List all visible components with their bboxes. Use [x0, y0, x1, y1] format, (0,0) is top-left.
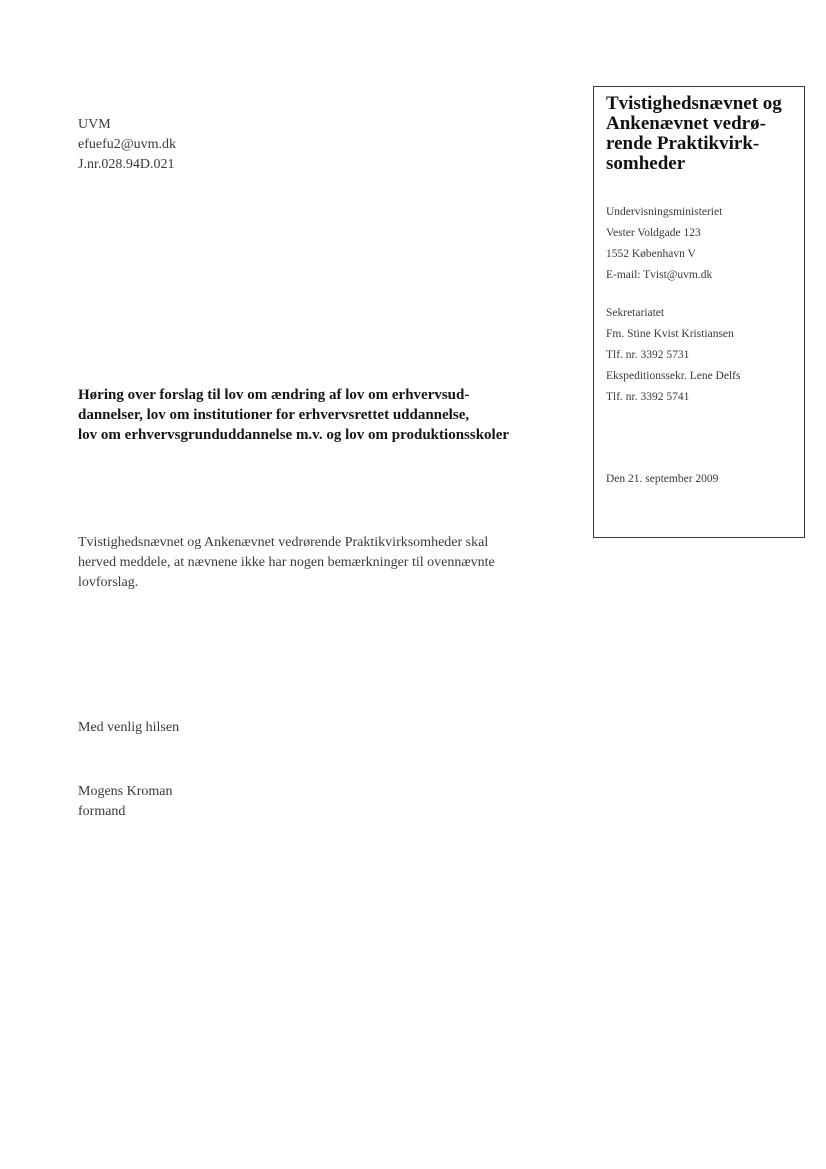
signer-title: formand: [78, 804, 126, 819]
recipient-block: [78, 115, 176, 175]
secretariat-heading: Sekretariatet: [606, 307, 665, 319]
secretariat-contacts: [606, 303, 740, 408]
contact-name: Ekspeditionssekr. Lene Delfs: [606, 370, 741, 382]
sender-title-line: Tvistighedsnævnet og: [606, 93, 782, 114]
sender-title-line: rende Praktikvirk-: [606, 133, 760, 154]
contact-phone: Tlf. nr. 3392 5731: [606, 349, 690, 361]
address-email: E-mail: Tvist@uvm.dk: [606, 269, 713, 281]
body-line: Tvistighedsnævnet og Ankenævnet vedrørende Praktikvirksomheder skal: [78, 535, 489, 550]
contact-phone: Tlf. nr. 3392 5741: [606, 391, 690, 403]
letter-date: Den 21. september 2009: [606, 473, 719, 485]
sender-title-line: Ankenævnet vedrø-: [606, 113, 766, 134]
body-line: herved meddele, at nævnene ikke har nogen bemærkninger til ovennævnte: [78, 555, 495, 570]
sender-title: [606, 94, 802, 174]
subject-line: dannelser, lov om institutioner for erhvervsrettet uddannelse,: [78, 407, 470, 423]
subject-heading: [78, 385, 509, 445]
body-paragraph: [78, 533, 495, 593]
contact-name: Fm. Stine Kvist Kristiansen: [606, 328, 734, 340]
address-line: Undervisningsministeriet: [606, 206, 723, 218]
recipient-email: efuefu2@uvm.dk: [78, 137, 177, 152]
subject-line: Høring over forslag til lov om ændring af lov om erhvervsud-: [78, 387, 470, 403]
address-line: Vester Voldgade 123: [606, 227, 701, 239]
subject-line: lov om erhvervsgrunduddannelse m.v. og lov om produktionsskoler: [78, 427, 510, 443]
journal-number: J.nr.028.94D.021: [78, 157, 175, 172]
sender-title-line: somheder: [606, 153, 686, 174]
sender-address: [606, 202, 722, 286]
closing-greeting: Med venlig hilsen: [78, 720, 180, 735]
body-line: lovforslag.: [78, 575, 139, 590]
signature-block: [78, 782, 173, 822]
sender-info-box: [593, 86, 805, 538]
signer-name: Mogens Kroman: [78, 784, 173, 799]
address-line: 1552 København V: [606, 248, 696, 260]
recipient-name: UVM: [78, 117, 111, 132]
